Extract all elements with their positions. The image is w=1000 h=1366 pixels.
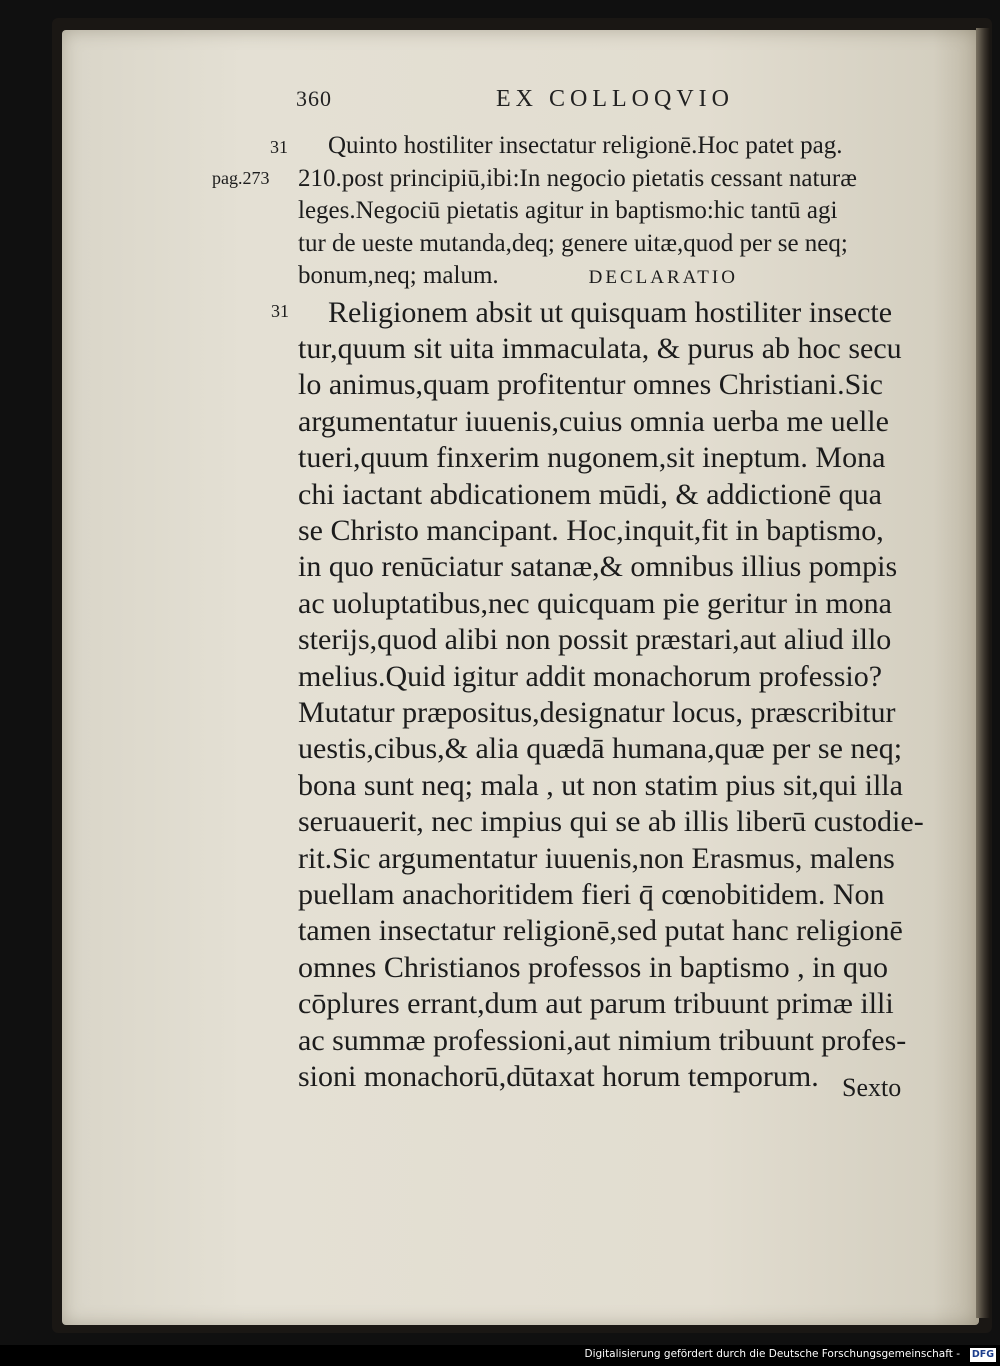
declaratio-heading: DECLARATIO [588,267,738,288]
text-line: Quinto hostiliter insectatur religionē.Hoc patet pag. [328,132,843,159]
text-line: rit.Sic argumentatur iuuenis,non Erasmus, malens [298,841,895,875]
text-line: se Christo mancipant. Hoc,inquit,fit in baptismo, [298,513,884,547]
dfg-logo: DFG [971,1349,994,1360]
margin-note: 31 [270,137,288,157]
text-line: 210.post principiū,ibi:In negocio pietatis cessant naturæ [298,164,857,192]
funding-credit: Digitalisierung gefördert durch die Deutsche Forschungsgemeinschaft - [584,1348,960,1360]
text-line: lo animus,quam profitentur omnes Christiani.Sic [298,368,883,402]
text-line: ac summæ professioni,aut nimium tribuunt profes- [298,1023,907,1057]
text-line: chi iactant abdicationem mūdi, & addictionē qua [298,477,882,511]
text-line [298,260,928,295]
text-line: sioni monachorū,dūtaxat horum temporum. [298,1060,819,1094]
margin-note: 31 [271,301,289,321]
page-edge [976,28,990,1318]
text-line: in quo renūciatur satanæ,& omnibus illius pompis [298,550,898,584]
text-line: omnes Christianos professos in baptismo , in quo [298,950,888,984]
text-line: Religionem absit ut quisquam hostiliter insecte [328,295,893,329]
text-line: leges.Negociū pietatis agitur in baptismo:hic tantū agi [298,197,838,224]
running-head: EX COLLOQVIO [496,86,734,112]
text-line: tur,quum sit uita immaculata, & purus ab hoc secu [298,331,902,365]
catchword: Sexto [842,1073,902,1102]
paragraph-declaratio [298,295,928,1096]
text-line: tur de ueste mutanda,deq; genere uitæ,quod per se neq; [298,229,848,257]
page-number: 360 [296,86,332,111]
text-line: argumentatur iuuenis,cuius omnia uerba me uelle [298,404,889,438]
text-line: seruauerit, nec impius qui se ab illis liberū custodie- [298,805,924,839]
text-line: Mutatur præpositus,designatur locus, præscribitur [298,695,896,729]
text-line: uestis,cibus,& alia quædā humana,quæ per se neq; [298,732,903,766]
body-text [298,130,928,1095]
text-line: cōplures errant,dum aut parum tribuunt primæ illi [298,987,894,1021]
text-line: tueri,quum finxerim nugonem,sit ineptum. Mona [298,441,886,475]
text-line: sterijs,quod alibi non possit præstari,aut aliud illo [298,623,892,657]
text-line: melius.Quid igitur addit monachorum professio? [298,659,883,693]
text-line: ac uoluptatibus,nec quicquam pie geritur in mona [298,586,892,620]
footer-bar [0,1345,1000,1366]
text-line: bona sunt neq; mala , ut non statim pius sit,qui illa [298,768,903,802]
text-line: tamen insectatur religionē,sed putat hanc religionē [298,914,903,948]
margin-note: pag.273 [212,168,270,188]
page-header [296,86,756,118]
paragraph-objection [298,130,928,295]
text-line: puellam anachoritidem fieri q̄ cœnobitidem. Non [298,878,885,911]
text-line-end: bonum,neq; malum. [298,262,499,289]
